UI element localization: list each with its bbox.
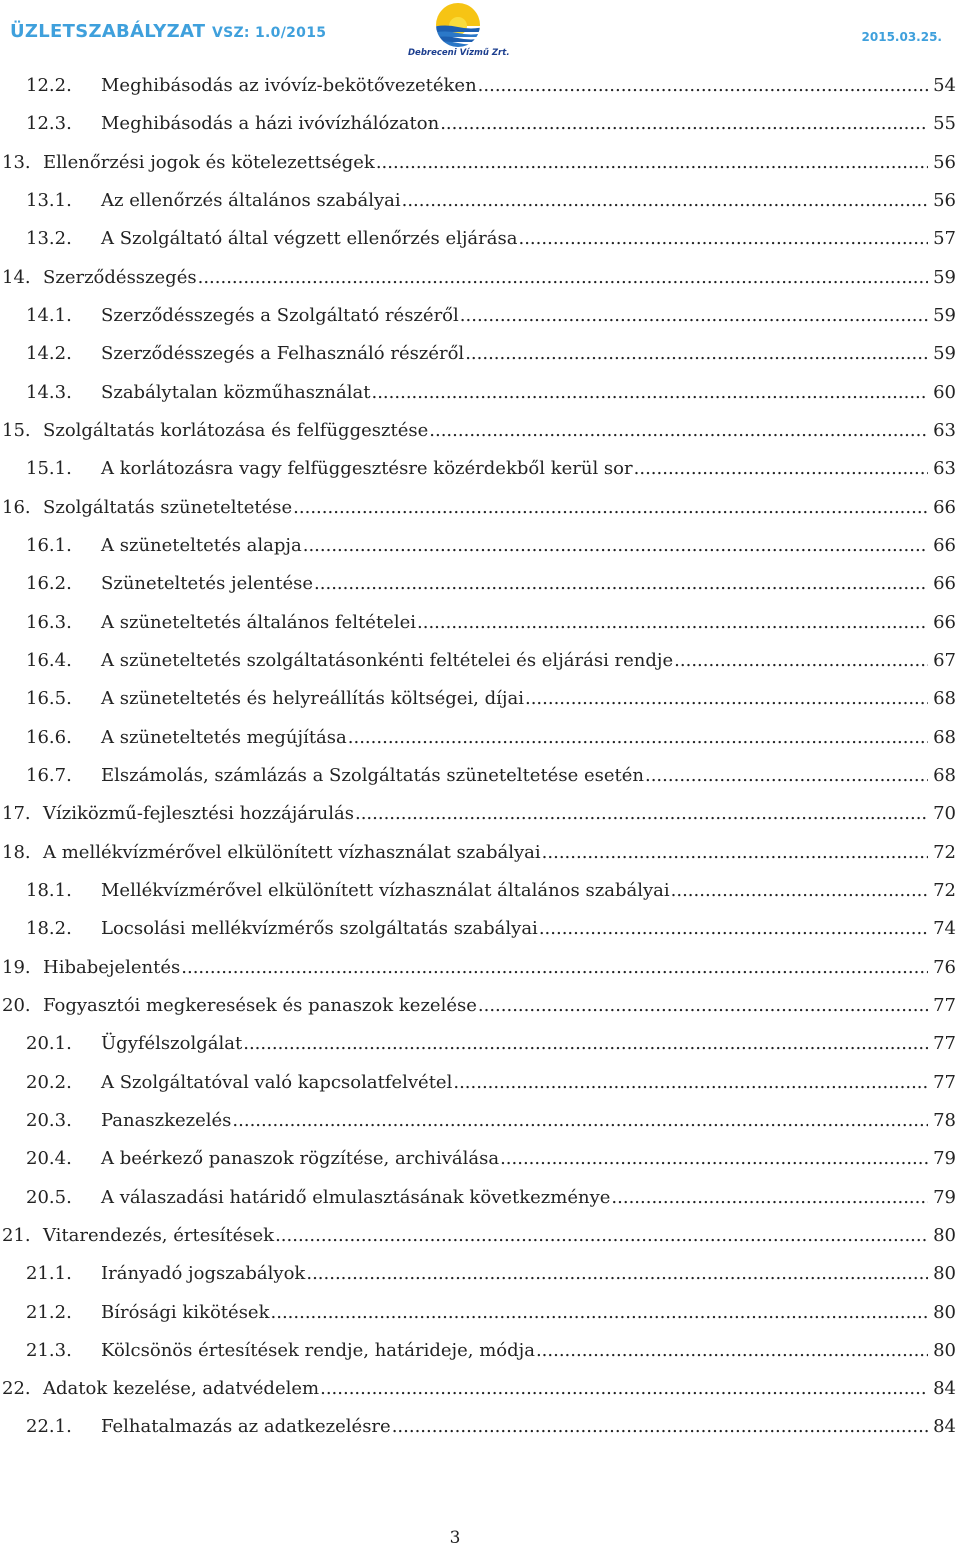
toc-entry-label: A szüneteltetés általános feltételei bbox=[101, 611, 416, 633]
toc-dot-leader bbox=[478, 75, 928, 96]
toc-entry-line bbox=[101, 727, 928, 748]
toc-entry-label: A szüneteltetés megújítása bbox=[101, 726, 347, 748]
toc-entry[interactable] bbox=[0, 1412, 960, 1450]
toc-entry-page: 79 bbox=[933, 1186, 956, 1208]
toc-dot-leader bbox=[402, 190, 928, 211]
toc-entry-number: 16.5. bbox=[26, 688, 72, 710]
toc-entry-label: Ügyfélszolgálat bbox=[101, 1033, 243, 1055]
toc-dot-leader bbox=[271, 1302, 929, 1323]
toc-dot-leader bbox=[518, 228, 928, 249]
toc-entry-line bbox=[43, 1225, 928, 1246]
toc-dot-leader bbox=[355, 803, 928, 824]
toc-entry-number: 17. bbox=[2, 803, 31, 825]
toc-entry-line bbox=[101, 535, 928, 556]
toc-dot-leader bbox=[320, 1378, 928, 1399]
toc-entry[interactable] bbox=[0, 799, 960, 837]
toc-entry-label: Szüneteltetés jelentése bbox=[101, 573, 314, 595]
toc-entry[interactable] bbox=[0, 1068, 960, 1106]
toc-entry-label: Szabálytalan közműhasználat bbox=[101, 381, 371, 403]
toc-dot-leader bbox=[460, 305, 928, 326]
toc-entry[interactable] bbox=[0, 646, 960, 684]
toc-dot-leader bbox=[232, 1110, 928, 1131]
table-of-contents bbox=[0, 71, 960, 1451]
toc-entry[interactable] bbox=[0, 608, 960, 646]
toc-entry-line bbox=[101, 228, 928, 249]
toc-entry[interactable] bbox=[0, 148, 960, 186]
company-logo-text: Debreceni Vízmű Zrt. bbox=[408, 48, 510, 58]
toc-entry-line bbox=[101, 918, 928, 939]
toc-entry[interactable] bbox=[0, 378, 960, 416]
toc-entry-page: 66 bbox=[933, 534, 956, 556]
toc-entry-number: 20.4. bbox=[26, 1148, 72, 1170]
toc-entry-page: 72 bbox=[933, 841, 956, 863]
toc-entry-number: 12.2. bbox=[26, 75, 72, 96]
toc-entry-page: 54 bbox=[933, 75, 956, 96]
toc-entry[interactable] bbox=[0, 723, 960, 761]
toc-entry-page: 55 bbox=[933, 113, 956, 135]
toc-entry-page: 80 bbox=[933, 1263, 956, 1285]
toc-entry-number: 18. bbox=[2, 841, 31, 863]
toc-entry[interactable] bbox=[0, 569, 960, 607]
toc-entry[interactable] bbox=[0, 953, 960, 991]
toc-dot-leader bbox=[525, 688, 928, 709]
toc-entry[interactable] bbox=[0, 1336, 960, 1374]
toc-entry-label: A szüneteltetés szolgáltatásonkénti feltételei és eljárási rendje bbox=[101, 649, 674, 671]
toc-entry-number: 16.2. bbox=[26, 573, 72, 595]
toc-dot-leader bbox=[634, 458, 928, 479]
toc-entry-label: A szüneteltetés és helyreállítás költségei, díjai bbox=[101, 688, 524, 710]
toc-dot-leader bbox=[539, 918, 928, 939]
toc-dot-leader bbox=[392, 1416, 928, 1437]
document-date: 2015.03.25. bbox=[861, 30, 942, 44]
toc-entry-page: 84 bbox=[933, 1378, 956, 1400]
toc-entry-line bbox=[101, 382, 928, 403]
toc-entry-number: 16. bbox=[2, 496, 31, 518]
toc-entry-line bbox=[101, 1110, 928, 1131]
toc-entry[interactable] bbox=[0, 1106, 960, 1144]
toc-dot-leader bbox=[500, 1148, 928, 1169]
toc-entry-number: 13. bbox=[2, 151, 31, 173]
toc-entry-label: Panaszkezelés bbox=[101, 1109, 232, 1131]
toc-entry-number: 21.1. bbox=[26, 1263, 72, 1285]
toc-entry[interactable] bbox=[0, 186, 960, 224]
toc-entry-number: 13.1. bbox=[26, 189, 72, 211]
toc-entry-line bbox=[43, 267, 928, 288]
toc-entry-number: 22.1. bbox=[26, 1416, 72, 1438]
toc-dot-leader bbox=[243, 1033, 928, 1054]
toc-entry-label: A Szolgáltatóval való kapcsolatfelvétel bbox=[101, 1071, 453, 1093]
toc-entry-page: 63 bbox=[933, 458, 956, 480]
toc-entry-number: 16.6. bbox=[26, 726, 72, 748]
toc-entry-line bbox=[101, 1072, 928, 1093]
toc-entry-page: 68 bbox=[933, 726, 956, 748]
toc-entry-label: Mellékvízmérővel elkülönített vízhasználat általános szabályai bbox=[101, 879, 670, 901]
page-header bbox=[0, 0, 960, 70]
document-version: VSZ: 1.0/2015 bbox=[211, 25, 327, 41]
toc-entry-number: 16.4. bbox=[26, 649, 72, 671]
toc-entry-number: 20.3. bbox=[26, 1109, 72, 1131]
toc-entry-label: Vitarendezés, értesítések bbox=[43, 1224, 275, 1246]
toc-entry-label: Meghibásodás a házi ivóvízhálózaton bbox=[101, 113, 440, 135]
toc-entry-number: 20.1. bbox=[26, 1033, 72, 1055]
toc-entry-line bbox=[43, 1378, 928, 1399]
toc-entry-line bbox=[43, 957, 928, 978]
toc-entry[interactable] bbox=[0, 1259, 960, 1297]
toc-entry-line bbox=[101, 573, 928, 594]
toc-entry-line bbox=[101, 1033, 928, 1054]
toc-entry[interactable] bbox=[0, 914, 960, 952]
toc-entry-number: 15. bbox=[2, 419, 31, 441]
toc-entry[interactable] bbox=[0, 416, 960, 454]
toc-entry-label: A beérkező panaszok rögzítése, archiválása bbox=[101, 1148, 500, 1170]
toc-dot-leader bbox=[417, 612, 928, 633]
toc-entry-line bbox=[101, 75, 928, 96]
toc-entry-number: 20. bbox=[2, 994, 31, 1016]
toc-entry-line bbox=[101, 1263, 928, 1284]
toc-entry-page: 60 bbox=[933, 381, 956, 403]
toc-entry-line bbox=[43, 497, 928, 518]
toc-dot-leader bbox=[429, 420, 928, 441]
toc-dot-leader bbox=[440, 113, 928, 134]
toc-entry-page: 77 bbox=[933, 1071, 956, 1093]
toc-entry-label: Meghibásodás az ivóvíz-bekötővezetéken bbox=[101, 75, 477, 96]
toc-entry-line bbox=[101, 1302, 928, 1323]
toc-entry-line bbox=[43, 842, 928, 863]
toc-entry-number: 12.3. bbox=[26, 113, 72, 135]
toc-entry[interactable] bbox=[0, 531, 960, 569]
toc-entry-label: Szerződésszegés a Felhasználó részéről bbox=[101, 343, 465, 365]
toc-dot-leader bbox=[453, 1072, 928, 1093]
toc-dot-leader bbox=[536, 1340, 928, 1361]
toc-dot-leader bbox=[275, 1225, 928, 1246]
toc-entry-page: 77 bbox=[933, 1033, 956, 1055]
toc-entry-label: Irányadó jogszabályok bbox=[101, 1263, 306, 1285]
toc-entry-line bbox=[101, 343, 928, 364]
toc-entry-label: Felhatalmazás az adatkezelésre bbox=[101, 1416, 391, 1438]
toc-entry-label: Szerződésszegés bbox=[43, 266, 197, 288]
toc-entry-label: A Szolgáltató által végzett ellenőrzés eljárása bbox=[101, 228, 518, 250]
toc-entry-page: 59 bbox=[933, 266, 956, 288]
sun-water-logo-icon bbox=[432, 2, 484, 48]
toc-entry-page: 56 bbox=[933, 151, 956, 173]
toc-dot-leader bbox=[671, 880, 928, 901]
toc-entry-label: Adatok kezelése, adatvédelem bbox=[43, 1378, 320, 1400]
toc-entry-line bbox=[43, 995, 928, 1016]
toc-entry-label: Szolgáltatás korlátozása és felfüggesztése bbox=[43, 419, 429, 441]
toc-entry-page: 80 bbox=[933, 1301, 956, 1323]
toc-entry-page: 76 bbox=[933, 956, 956, 978]
toc-dot-leader bbox=[674, 650, 928, 671]
toc-entry-number: 14.3. bbox=[26, 381, 72, 403]
toc-entry-line bbox=[101, 458, 928, 479]
toc-entry-page: 78 bbox=[933, 1109, 956, 1131]
toc-entry-number: 14.2. bbox=[26, 343, 72, 365]
toc-entry-label: Elszámolás, számlázás a Szolgáltatás szüneteltetése esetén bbox=[101, 764, 644, 786]
toc-entry[interactable] bbox=[0, 684, 960, 722]
toc-dot-leader bbox=[542, 842, 928, 863]
toc-entry[interactable] bbox=[0, 1221, 960, 1259]
toc-entry-label: Hibabejelentés bbox=[43, 956, 181, 978]
toc-entry-page: 59 bbox=[933, 304, 956, 326]
toc-entry-label: A korlátozásra vagy felfüggesztésre közérdekből kerül sor bbox=[101, 458, 633, 480]
toc-entry-number: 18.1. bbox=[26, 879, 72, 901]
toc-entry-line bbox=[43, 420, 928, 441]
toc-dot-leader bbox=[293, 497, 928, 518]
toc-entry-label: Fogyasztói megkeresések és panaszok kezelése bbox=[43, 994, 477, 1016]
toc-entry-number: 21. bbox=[2, 1224, 31, 1246]
toc-dot-leader bbox=[371, 382, 928, 403]
toc-dot-leader bbox=[198, 267, 928, 288]
toc-entry-line bbox=[43, 803, 928, 824]
toc-entry-line bbox=[101, 1416, 928, 1437]
toc-entry-number: 14. bbox=[2, 266, 31, 288]
toc-entry-line bbox=[101, 650, 928, 671]
toc-entry[interactable] bbox=[0, 1029, 960, 1067]
toc-entry[interactable] bbox=[0, 301, 960, 339]
toc-entry-number: 21.3. bbox=[26, 1339, 72, 1361]
toc-entry-label: Bírósági kikötések bbox=[101, 1301, 270, 1323]
toc-entry-page: 68 bbox=[933, 688, 956, 710]
toc-entry-number: 21.2. bbox=[26, 1301, 72, 1323]
document-title bbox=[10, 21, 326, 42]
toc-entry-page: 77 bbox=[933, 994, 956, 1016]
toc-entry-page: 66 bbox=[933, 573, 956, 595]
toc-entry-page: 79 bbox=[933, 1148, 956, 1170]
toc-entry-number: 19. bbox=[2, 956, 31, 978]
toc-entry[interactable] bbox=[0, 454, 960, 492]
toc-entry[interactable] bbox=[0, 263, 960, 301]
toc-entry[interactable] bbox=[0, 991, 960, 1029]
toc-entry-line bbox=[101, 305, 928, 326]
toc-entry-page: 72 bbox=[933, 879, 956, 901]
toc-entry-page: 59 bbox=[933, 343, 956, 365]
toc-dot-leader bbox=[465, 343, 928, 364]
toc-entry[interactable] bbox=[0, 493, 960, 531]
toc-entry-number: 20.5. bbox=[26, 1186, 72, 1208]
toc-entry[interactable] bbox=[0, 109, 960, 147]
toc-dot-leader bbox=[348, 727, 928, 748]
toc-entry-line bbox=[43, 152, 928, 173]
toc-entry-label: A szüneteltetés alapja bbox=[101, 534, 302, 556]
toc-entry[interactable] bbox=[0, 876, 960, 914]
toc-entry[interactable] bbox=[0, 838, 960, 876]
toc-entry-number: 13.2. bbox=[26, 228, 72, 250]
toc-dot-leader bbox=[303, 535, 928, 556]
toc-entry-number: 18.2. bbox=[26, 918, 72, 940]
toc-entry[interactable] bbox=[0, 1144, 960, 1182]
toc-entry-page: 70 bbox=[933, 803, 956, 825]
toc-entry-line bbox=[101, 612, 928, 633]
company-logo bbox=[408, 2, 508, 64]
toc-entry-number: 16.3. bbox=[26, 611, 72, 633]
document-title-text: ÜZLETSZABÁLYZAT bbox=[10, 21, 206, 42]
toc-entry[interactable] bbox=[0, 224, 960, 262]
toc-entry-label: Locsolási mellékvízmérős szolgáltatás szabályai bbox=[101, 918, 538, 940]
toc-entry-label: Az ellenőrzés általános szabályai bbox=[101, 189, 401, 211]
toc-entry-page: 84 bbox=[933, 1416, 956, 1438]
toc-entry[interactable] bbox=[0, 339, 960, 377]
toc-entry-label: A válaszadási határidő elmulasztásának következménye bbox=[101, 1186, 611, 1208]
toc-entry-number: 16.7. bbox=[26, 764, 72, 786]
toc-entry[interactable] bbox=[0, 71, 960, 109]
toc-dot-leader bbox=[478, 995, 928, 1016]
toc-entry-page: 80 bbox=[933, 1224, 956, 1246]
page-number: 3 bbox=[449, 1528, 461, 1548]
toc-entry-label: Ellenőrzési jogok és kötelezettségek bbox=[43, 151, 375, 173]
toc-dot-leader bbox=[181, 957, 928, 978]
toc-entry-page: 67 bbox=[933, 649, 956, 671]
toc-entry-label: A mellékvízmérővel elkülönített vízhasználat szabályai bbox=[43, 841, 541, 863]
toc-entry-label: Kölcsönös értesítések rendje, határideje, módja bbox=[101, 1339, 535, 1361]
toc-entry-number: 22. bbox=[2, 1378, 31, 1400]
toc-entry[interactable] bbox=[0, 1183, 960, 1221]
toc-entry-line bbox=[101, 1187, 928, 1208]
toc-entry-page: 80 bbox=[933, 1339, 956, 1361]
toc-entry-line bbox=[101, 765, 928, 786]
toc-entry-line bbox=[101, 113, 928, 134]
toc-entry-number: 15.1. bbox=[26, 458, 72, 480]
toc-entry-page: 66 bbox=[933, 611, 956, 633]
toc-entry-line bbox=[101, 880, 928, 901]
toc-entry[interactable] bbox=[0, 761, 960, 799]
toc-entry-line bbox=[101, 190, 928, 211]
toc-entry-line bbox=[101, 688, 928, 709]
toc-entry-page: 57 bbox=[933, 228, 956, 250]
toc-entry-label: Szolgáltatás szüneteltetése bbox=[43, 496, 293, 518]
toc-dot-leader bbox=[306, 1263, 928, 1284]
toc-entry-page: 74 bbox=[933, 918, 956, 940]
toc-entry-page: 56 bbox=[933, 189, 956, 211]
toc-entry-label: Víziközmű-fejlesztési hozzájárulás bbox=[43, 803, 354, 825]
toc-entry-page: 66 bbox=[933, 496, 956, 518]
toc-dot-leader bbox=[376, 152, 928, 173]
toc-entry-number: 20.2. bbox=[26, 1071, 72, 1093]
toc-entry-line bbox=[101, 1340, 928, 1361]
toc-entry[interactable] bbox=[0, 1374, 960, 1412]
toc-entry-page: 68 bbox=[933, 764, 956, 786]
toc-entry-line bbox=[101, 1148, 928, 1169]
toc-dot-leader bbox=[314, 573, 928, 594]
toc-dot-leader bbox=[611, 1187, 928, 1208]
toc-entry-number: 14.1. bbox=[26, 304, 72, 326]
toc-dot-leader bbox=[645, 765, 928, 786]
toc-entry-number: 16.1. bbox=[26, 534, 72, 556]
toc-entry-page: 63 bbox=[933, 419, 956, 441]
toc-entry[interactable] bbox=[0, 1298, 960, 1336]
toc-entry-label: Szerződésszegés a Szolgáltató részéről bbox=[101, 304, 459, 326]
